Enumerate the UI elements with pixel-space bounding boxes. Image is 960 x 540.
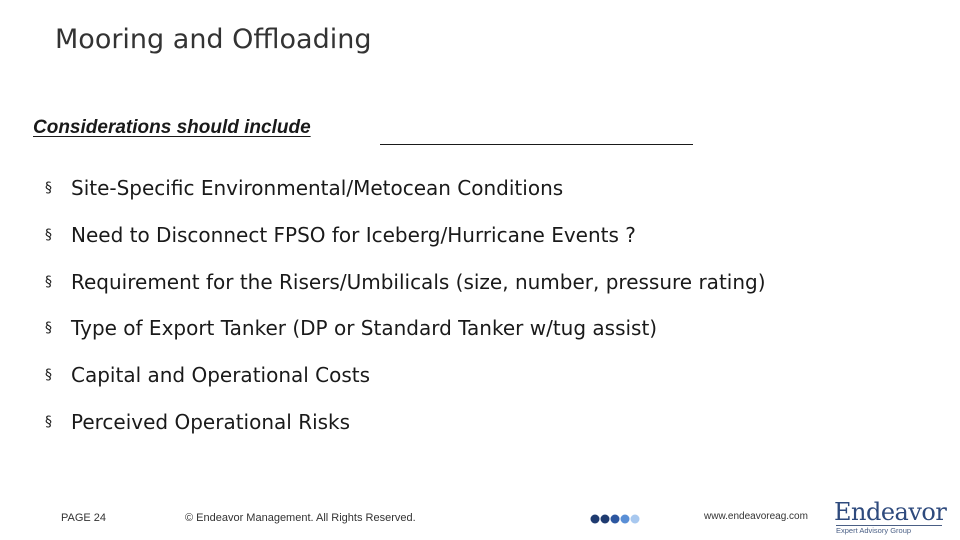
bullet-text: Need to Disconnect FPSO for Iceberg/Hurricane Events ? <box>71 223 636 248</box>
bullet-marker-icon: § <box>45 227 52 244</box>
bullet-item <box>45 398 766 445</box>
slide-title: Mooring and Offloading <box>55 24 372 55</box>
section-heading-text: Considerations should include <box>33 117 311 138</box>
dot-3 <box>611 515 620 524</box>
bullet-list <box>45 165 766 445</box>
bullet-text: Type of Export Tanker (DP or Standard Tanker w/tug assist) <box>71 316 658 341</box>
bullet-item <box>45 212 766 259</box>
dot-5 <box>631 515 640 524</box>
bullet-item <box>45 305 766 352</box>
bullet-marker-icon: § <box>45 273 52 290</box>
bullet-text: Perceived Operational Risks <box>71 409 351 434</box>
footer-copyright: © Endeavor Management. All Rights Reserved. <box>185 512 416 524</box>
endeavor-logo <box>834 500 946 536</box>
bullet-item <box>45 258 766 305</box>
bullet-text: Capital and Operational Costs <box>71 363 371 388</box>
footer-website-link[interactable]: www.endeavoreag.com <box>704 511 808 522</box>
dot-1 <box>591 515 600 524</box>
bullet-marker-icon: § <box>45 413 52 430</box>
dot-4 <box>621 515 630 524</box>
bullet-marker-icon: § <box>45 367 52 384</box>
progress-dots-icon <box>590 513 642 525</box>
bullet-text: Site-Specific Environmental/Metocean Conditions <box>71 176 564 201</box>
logo-tagline: Expert Advisory Group <box>836 526 912 535</box>
dot-2 <box>601 515 610 524</box>
bullet-item <box>45 352 766 399</box>
bullet-marker-icon: § <box>45 180 52 197</box>
bullet-marker-icon: § <box>45 320 52 337</box>
bullet-text: Requirement for the Risers/Umbilicals (size, number, pressure rating) <box>71 269 766 294</box>
heading-underline-rule <box>380 144 693 145</box>
bullet-item <box>45 165 766 212</box>
logo-wordmark: Endeavor <box>834 498 947 526</box>
section-heading <box>33 117 311 139</box>
footer-page-number: PAGE 24 <box>61 512 107 524</box>
